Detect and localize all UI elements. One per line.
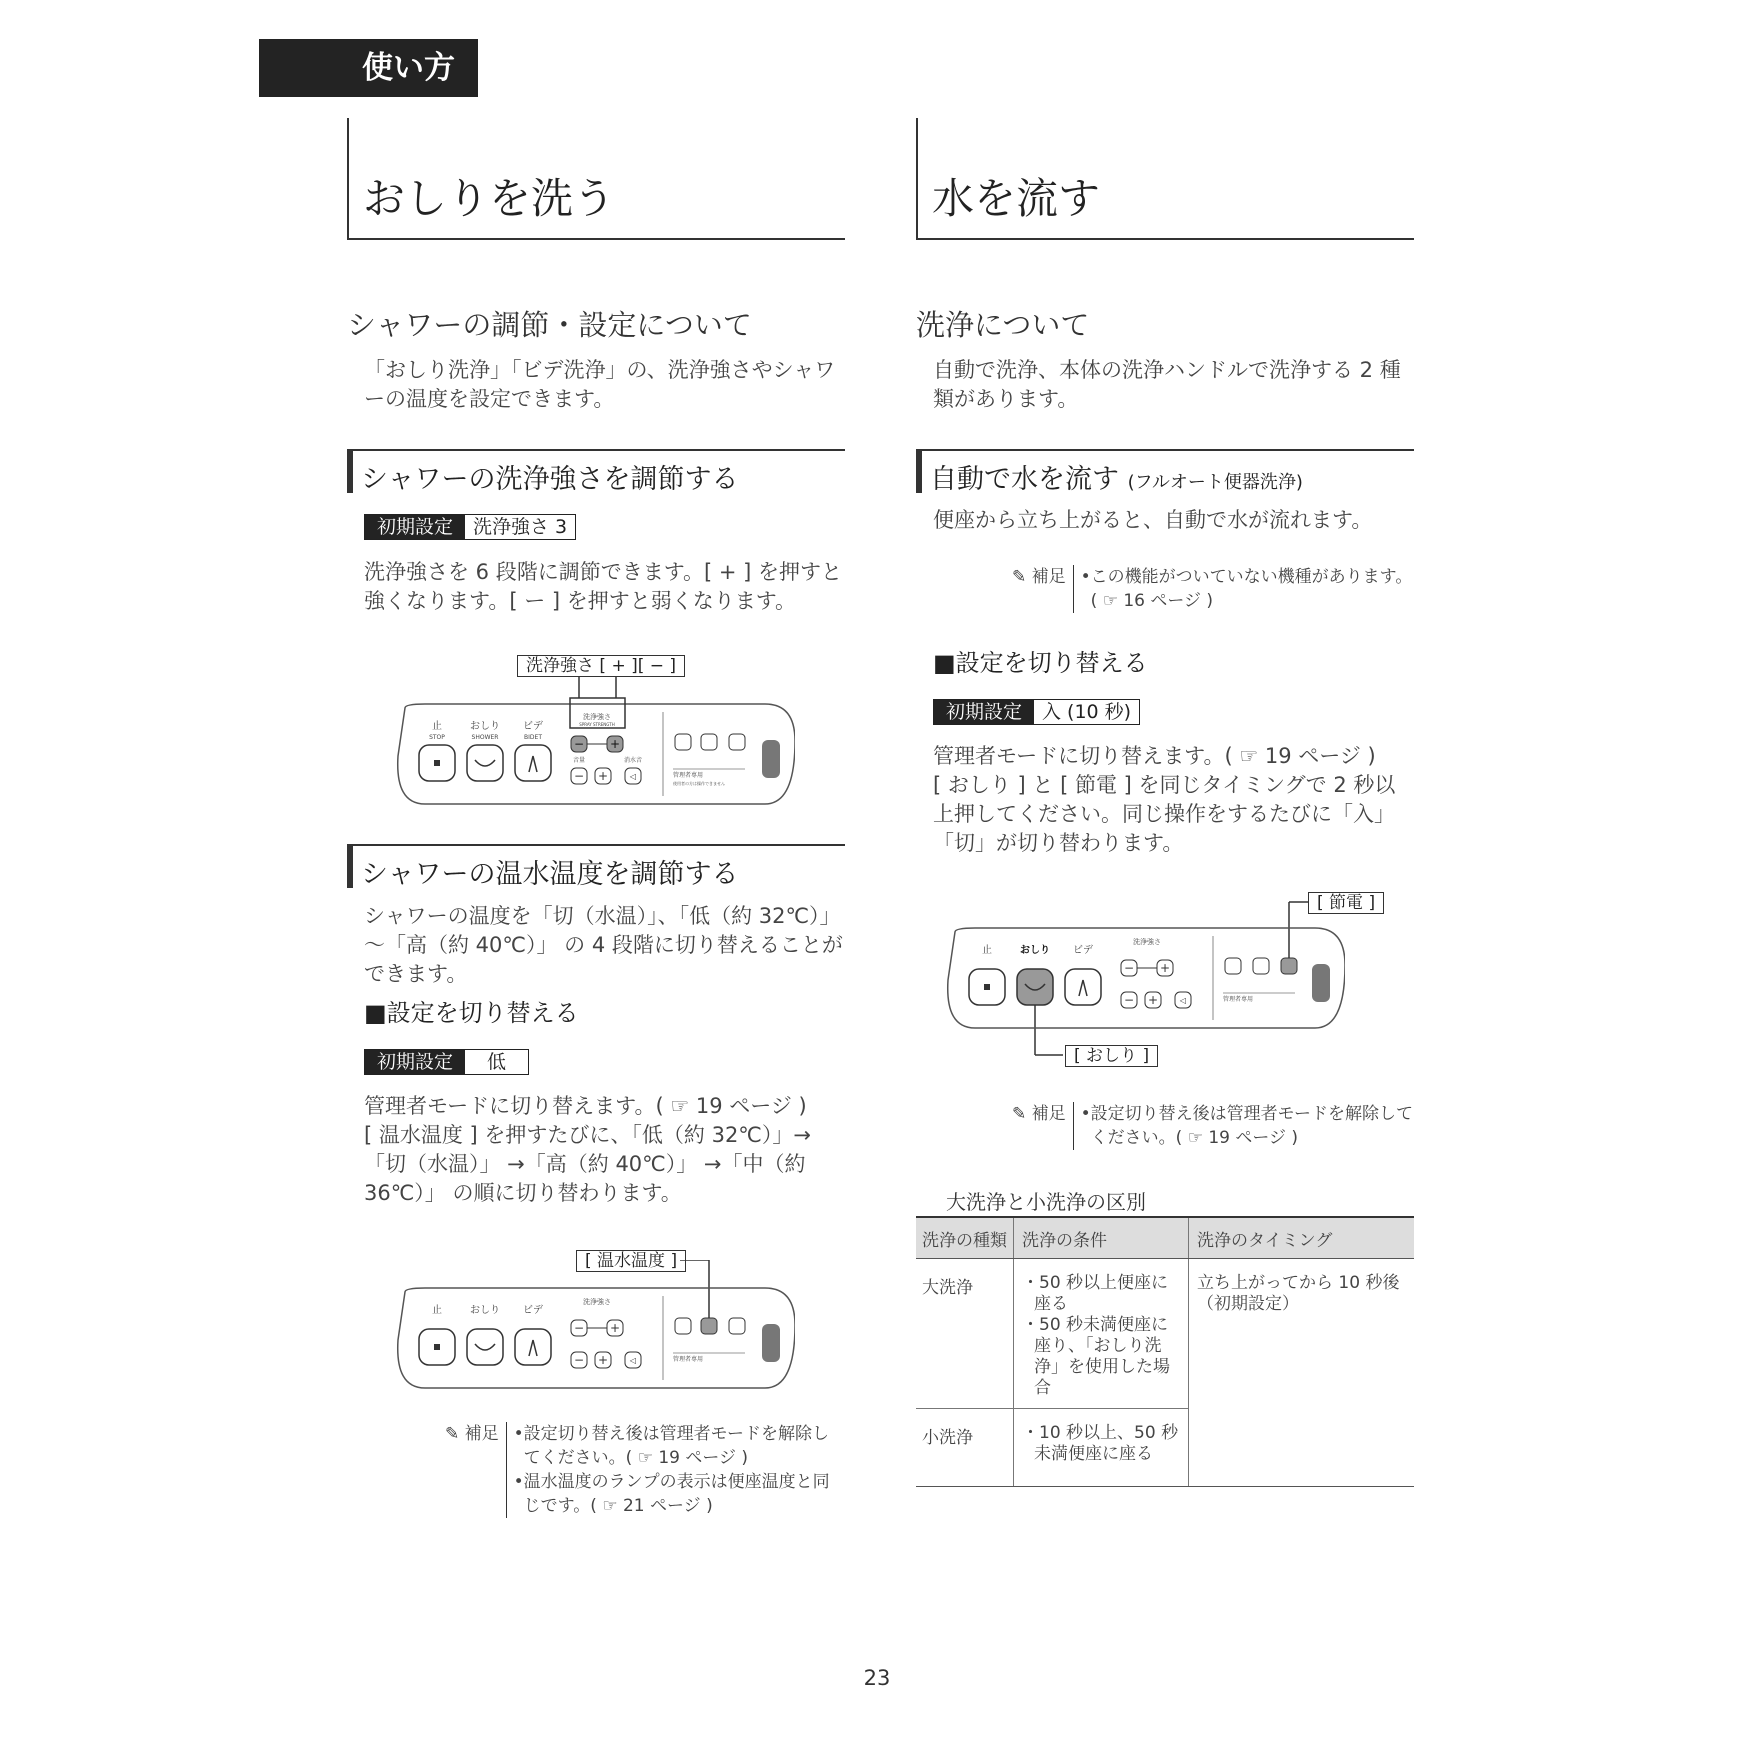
auto-text: 便座から立ち上がると、自動で水が流れます。 [933, 508, 1373, 532]
svg-text:おしり: おしり [470, 1305, 500, 1316]
left-heading: シャワーの調節・設定について [347, 308, 752, 342]
table-header-cell: 洗浄の種類 [916, 1217, 1014, 1259]
svg-text:+: + [1159, 961, 1171, 975]
table-cell: ・50 秒以上便座に座る ・50 秒未満便座に座り、「おしり洗浄」を使用した場合 [1014, 1259, 1189, 1409]
svg-text:管理者専用: 管理者専用 [1223, 996, 1254, 1003]
svg-text:−: − [1123, 961, 1135, 975]
svg-text:使用者の方は操作できません: 使用者の方は操作できません [673, 781, 725, 786]
right-heading: 洗浄について [916, 308, 1090, 342]
table-cell: ・10 秒以上、50 秒未満便座に座る [1014, 1409, 1189, 1487]
strength-default-badge [364, 514, 576, 540]
pencil-icon: ✎ 補足 [445, 1424, 499, 1444]
bidet-button[interactable] [515, 745, 551, 781]
strength-callout: 洗浄強さ [ + ][ − ] [517, 655, 685, 677]
svg-text:管理者専用: 管理者専用 [673, 1356, 704, 1363]
flush-table [916, 1216, 1414, 1487]
badge-value: 低 [487, 1051, 507, 1073]
svg-text:−: − [573, 737, 585, 751]
svg-text:おしり: おしり [1020, 945, 1050, 956]
auto-text2: 管理者モードに切り替えます。( ☞ 19 ページ ) [933, 744, 1376, 768]
temp-text: シャワーの温度を「切（水温）」、「低（約 32℃）」～「高（約 40℃）」 の 4 段階に切り替えることができます。 [364, 904, 843, 986]
chapter-title-right-text: 水を流す [932, 174, 1101, 223]
auto-note [1012, 565, 1417, 613]
svg-text:−: − [573, 1353, 585, 1367]
svg-text:◁: ◁ [629, 772, 637, 781]
table-row [916, 1259, 1414, 1409]
svg-text:−: − [573, 769, 585, 783]
chapter-title-left [347, 118, 845, 240]
svg-text:音量: 音量 [572, 757, 586, 764]
temp-text2: 管理者モードに切り替えます。( ☞ 19 ページ ) [364, 1094, 807, 1118]
svg-text:ビデ: ビデ [523, 1305, 543, 1316]
badge-value: 入 (10 秒) [1042, 701, 1132, 723]
svg-text:◁: ◁ [1179, 996, 1187, 1005]
shower-callout: [ おしり ] [1065, 1045, 1158, 1067]
auto-default-badge [933, 699, 1140, 725]
strength-text: 洗浄強さを 6 段階に調節できます。[ + ] を押すと強くなります。[ ー ] を押すと弱くなります。 [364, 560, 843, 613]
left-intro: 「おしり洗浄」「ビデ洗浄」の、洗浄強さやシャワーの温度を設定できます。 [364, 358, 836, 411]
svg-text:+: + [597, 1353, 609, 1367]
note-item: •設定切り替え後は管理者モードを解除してください。( ☞ 19 ページ ) [1080, 1104, 1414, 1148]
svg-text:STOP: STOP [429, 734, 445, 741]
svg-text:止: 止 [982, 945, 992, 956]
power-save-callout: [ 節電 ] [1308, 892, 1384, 914]
svg-text:−: − [573, 1321, 585, 1335]
svg-text:+: + [609, 737, 621, 751]
water-temp-callout: [ 温水温度 ] [576, 1250, 686, 1272]
temp-text3: [ 温水温度 ] を押すたびに、「低（約 32℃）」→「切（水温）」 →「高（約 40℃）」 →「中（約 36℃）」 の順に切り替わります。 [364, 1123, 811, 1205]
chapter-title-left-text: おしりを洗う [363, 174, 616, 223]
badge-label: 初期設定 [934, 700, 1034, 724]
section-tab: 使い方 [259, 39, 478, 97]
svg-text:洗浄強さ: 洗浄強さ [1133, 938, 1161, 946]
table-header-cell: 洗浄の条件 [1014, 1217, 1189, 1259]
note-item: •温水温度のランプの表示は便座温度と同じです。( ☞ 21 ページ ) [513, 1472, 830, 1516]
temp-subheading: ■設定を切り替える [364, 999, 579, 1027]
temp-note [445, 1422, 845, 1518]
control-panel-temp [395, 1260, 795, 1390]
auto-text3: [ おしり ] と [ 節電 ] を同じタイミングで 2 秒以上押してください。同じ操作をするたびに「入」「切」が切り替わります。 [933, 773, 1396, 855]
shower-button[interactable] [467, 745, 503, 781]
table-cell: 小洗浄 [916, 1409, 1014, 1487]
svg-text:SHOWER: SHOWER [471, 734, 499, 741]
badge-label: 初期設定 [365, 515, 465, 539]
svg-text:洗浄強さ: 洗浄強さ [583, 713, 611, 721]
control-panel-power-save [945, 900, 1345, 1060]
table-header-row [916, 1217, 1414, 1259]
note-item: •設定切り替え後は管理者モードを解除してください。( ☞ 19 ページ ) [513, 1424, 830, 1468]
auto-note-2 [1012, 1102, 1417, 1150]
strength-title: シャワーの洗浄強さを調節する [347, 449, 845, 493]
pencil-icon: ✎ 補足 [1012, 567, 1066, 587]
auto-subheading: ■設定を切り替える [933, 649, 1148, 677]
svg-text:BIDET: BIDET [524, 734, 542, 741]
svg-text:消水音: 消水音 [623, 757, 643, 764]
temp-default-badge [364, 1049, 529, 1075]
svg-text:管理者専用: 管理者専用 [673, 772, 704, 779]
page-number: 23 [863, 1666, 891, 1690]
svg-text:止: 止 [432, 721, 442, 732]
table-caption: 大洗浄と小洗浄の区別 [946, 1190, 1146, 1214]
svg-text:ビデ: ビデ [1073, 945, 1093, 956]
badge-value: 洗浄強さ 3 [473, 516, 568, 538]
note-item: •この機能がついていない機種があります。( ☞ 16 ページ ) [1080, 567, 1413, 611]
svg-text:+: + [1147, 993, 1159, 1007]
right-intro: 自動で洗浄、本体の洗浄ハンドルで洗浄する 2 種類があります。 [933, 358, 1401, 411]
svg-text:◁: ◁ [629, 1356, 637, 1365]
table-header-cell: 洗浄のタイミング [1189, 1217, 1415, 1259]
svg-text:ビデ: ビデ [523, 721, 543, 732]
control-panel-strength [395, 676, 795, 806]
svg-text:−: − [1123, 993, 1135, 1007]
pencil-icon: ✎ 補足 [1012, 1104, 1066, 1124]
table-cell: 立ち上がってから 10 秒後（初期設定） [1189, 1259, 1415, 1487]
svg-text:+: + [597, 769, 609, 783]
badge-label: 初期設定 [365, 1050, 465, 1074]
table-cell: 大洗浄 [916, 1259, 1014, 1409]
svg-text:おしり: おしり [470, 721, 500, 732]
svg-text:+: + [609, 1321, 621, 1335]
chapter-title-right [916, 118, 1414, 240]
svg-text:洗浄強さ: 洗浄強さ [583, 1298, 611, 1306]
svg-text:止: 止 [432, 1305, 442, 1316]
auto-title: 自動で水を流す (フルオート便器洗浄) [916, 449, 1414, 493]
svg-text:SPRAY STRENGTH: SPRAY STRENGTH [579, 722, 615, 727]
temp-title: シャワーの温水温度を調節する [347, 844, 845, 888]
